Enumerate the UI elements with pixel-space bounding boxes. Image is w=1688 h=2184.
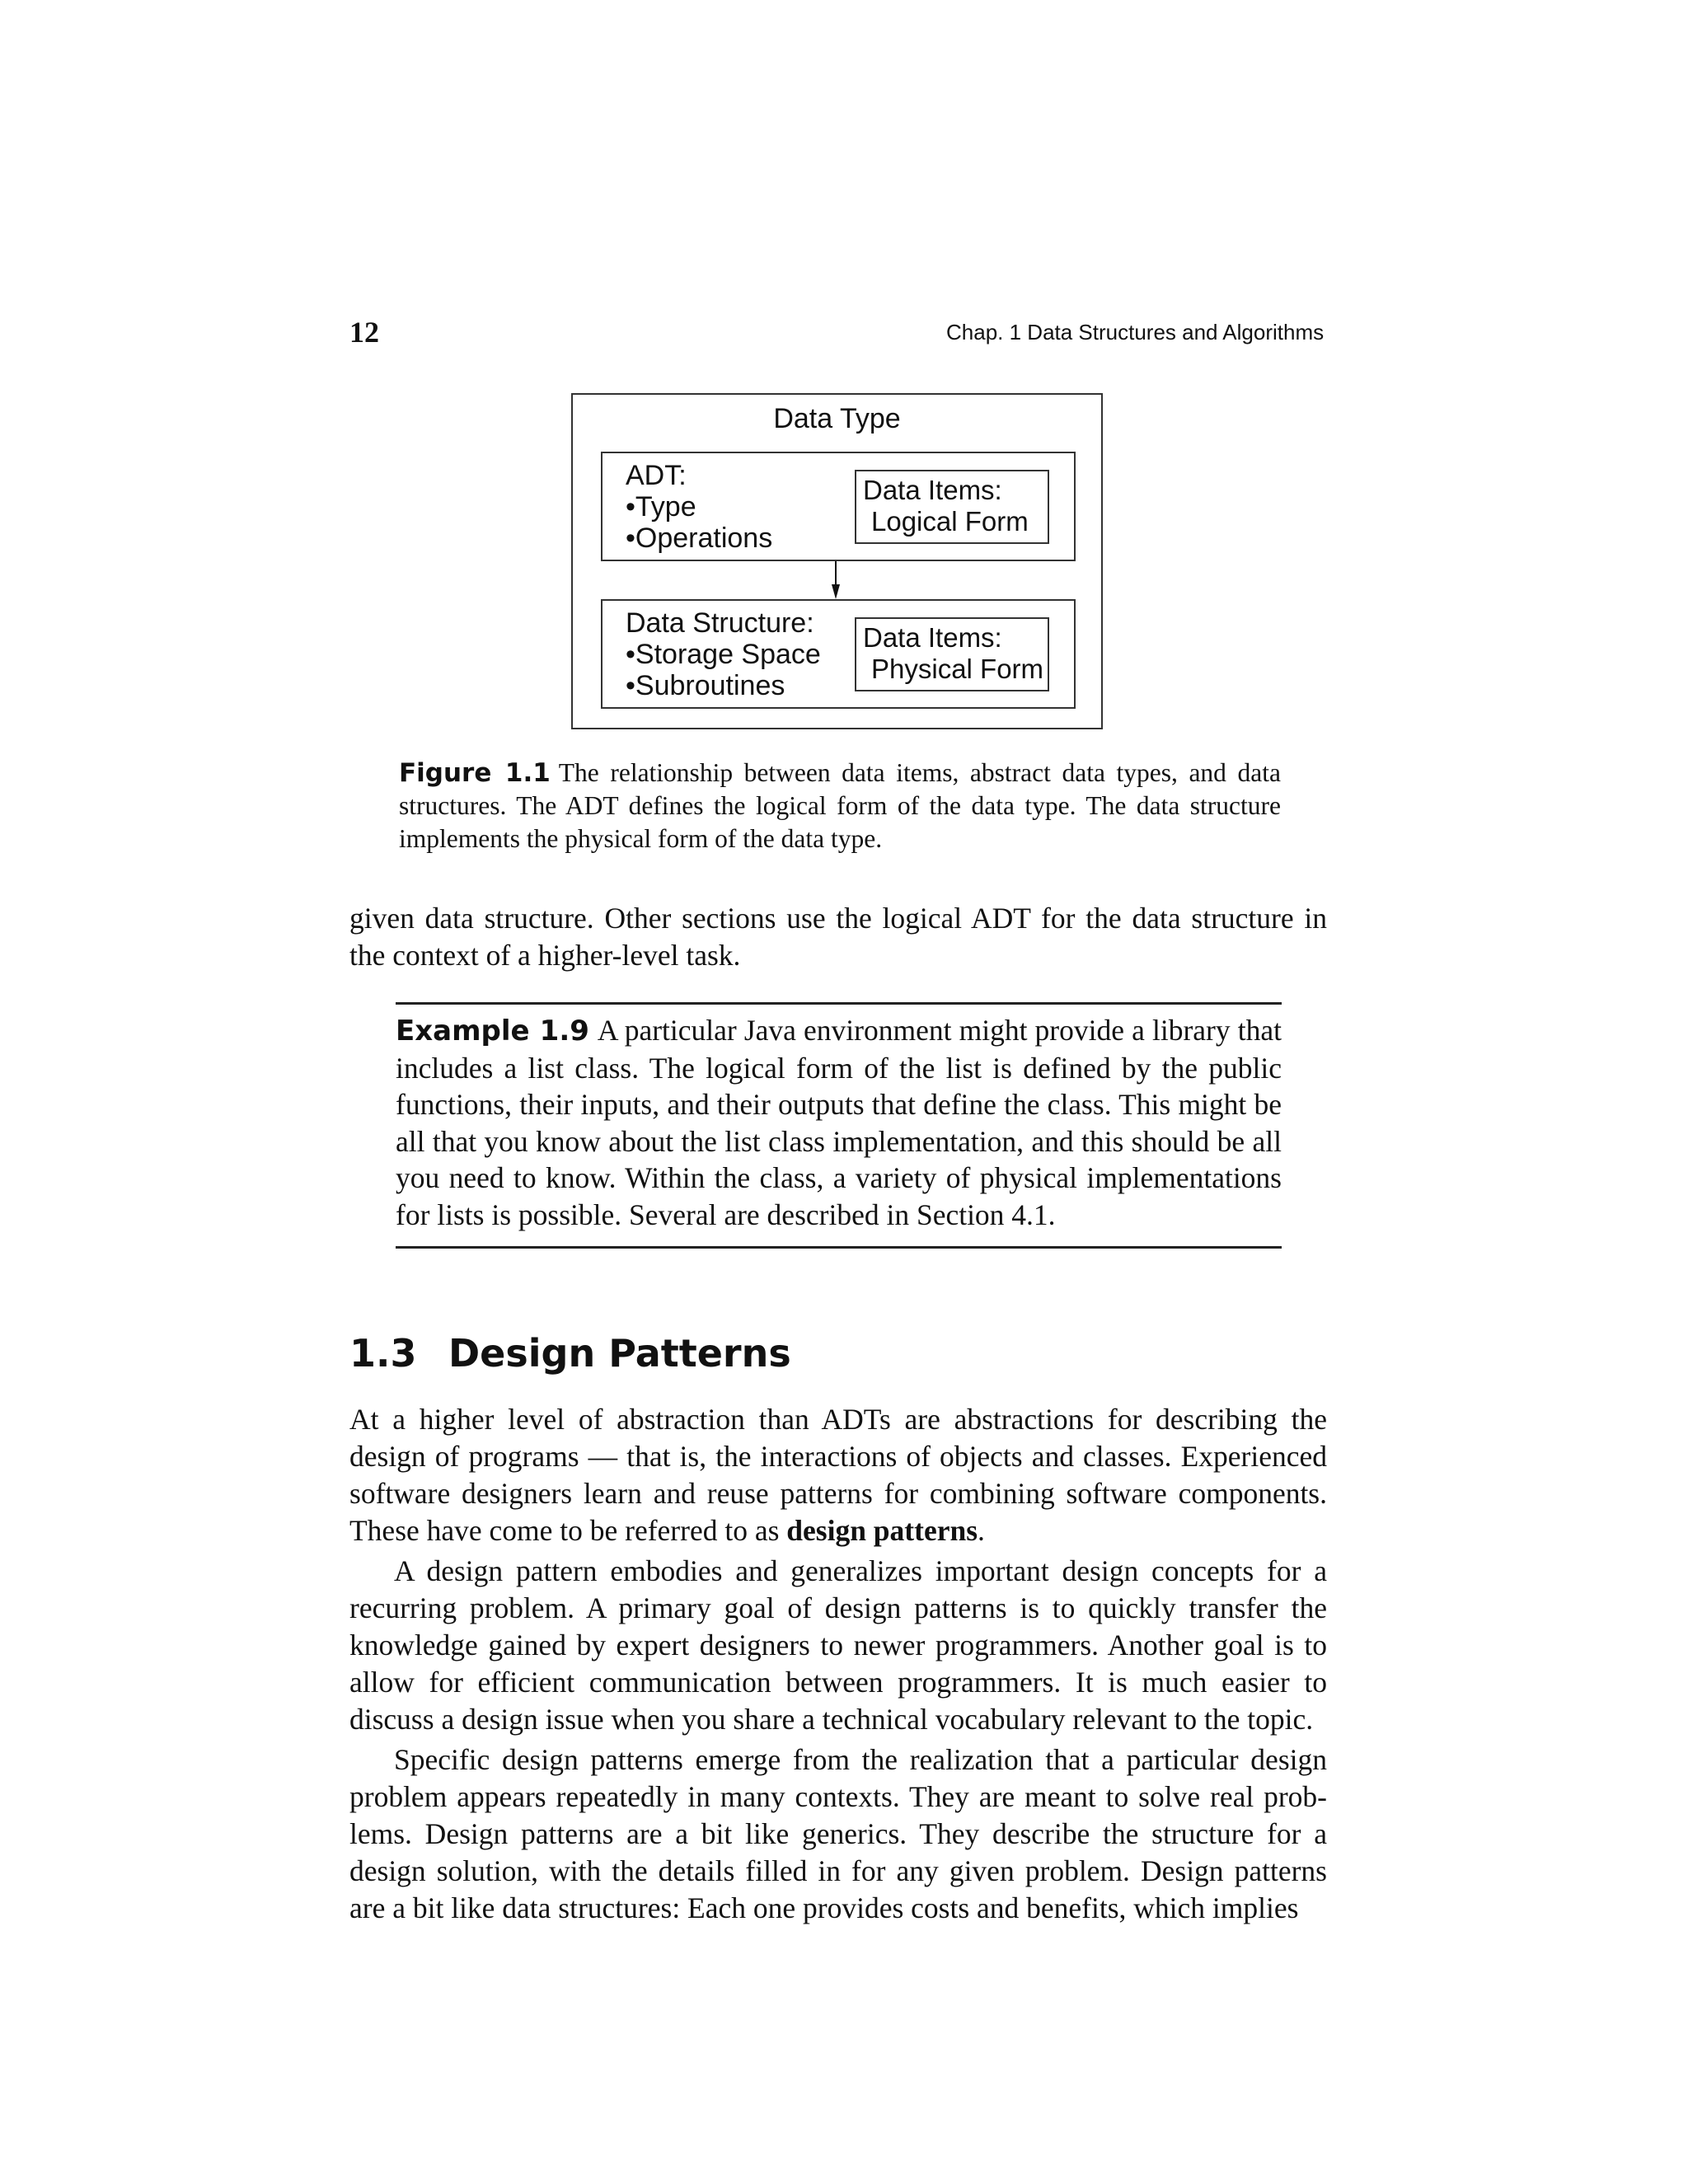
ds-text xyxy=(626,607,821,701)
ds-bullet-storage: •Storage Space xyxy=(626,639,821,670)
figure-caption-text: The relationship between data items, abstract data types, and data structures. The ADT defines the logical form of the data type. The data structure implements the physical form of the data type. xyxy=(399,758,1281,853)
ds-bullet-subroutines: •Subroutines xyxy=(626,670,785,701)
paragraph-1-text: At a higher level of abstraction than ADTs are abstractions for describing the design of programs — that is, the interactions of objects and classes. Experienced software designers learn and reuse patterns for combining software components. These have come to be referred to as xyxy=(349,1403,1327,1547)
diagram-title: Data Type xyxy=(773,403,901,434)
paragraph-2: A design pattern embodies and generalizes important design concepts for a recurring problem. A primary goal of design patterns is to quickly transfer the knowledge gained by expert designers to newer programmers. Another goal is to allow for efficient communication between programmers. It is much easier to discuss a design issue when you share a technical vocabulary relevant to the topic. xyxy=(349,1554,1327,1736)
paragraph-1-end: . xyxy=(978,1514,985,1547)
example-block xyxy=(396,1012,1282,1233)
design-patterns-term: design patterns xyxy=(786,1514,978,1547)
example-top-rule xyxy=(396,1002,1282,1005)
logical-form-box xyxy=(855,470,1049,544)
ds-heading: Data Structure: xyxy=(626,607,814,639)
adt-text xyxy=(626,460,772,554)
example-text: A particular Java environment might provide a library that includes a list class. The logical form of the list is defined by the public functions, their inputs, and their outputs that define the class. This might be all that you know about the list class implementation, and this should be all you need to know. Within the class, a variety of physical implementations for lists is possible. Several are described in Section 4.1. xyxy=(396,1014,1282,1231)
adt-bullet-operations: •Operations xyxy=(626,523,773,554)
running-head: Chap. 1 Data Structures and Algorithms xyxy=(946,320,1325,344)
logical-form-label: Logical Form xyxy=(871,506,1029,537)
physical-form-label: Physical Form xyxy=(871,654,1044,684)
adt-heading: ADT: xyxy=(626,460,687,491)
down-arrow-icon xyxy=(832,561,840,599)
section-number: 1.3 xyxy=(349,1331,417,1376)
data-structure-box xyxy=(601,599,1076,709)
data-type-diagram xyxy=(571,393,1103,729)
example-bottom-rule xyxy=(396,1246,1282,1249)
section-heading xyxy=(349,1331,791,1376)
logical-items-label: Data Items: xyxy=(863,475,1002,505)
paragraph-given: given data structure. Other sections use the logical ADT for the data structure in the context of a higher-level task. xyxy=(349,902,1327,972)
figure-label: Figure 1.1 xyxy=(399,758,551,788)
paragraph-3: Specific design patterns emerge from the realization that a particular design problem appears repeatedly in many contexts. They are meant to solve real prob-lems. Design patterns are a bit like generics. They describe the structure for a design solution, with the details filled in for any given problem. Design patterns are a bit like data structures: Each one provides costs and benefits, which implies xyxy=(349,1743,1327,1924)
section-title: Design Patterns xyxy=(448,1331,791,1376)
figure-caption xyxy=(399,757,1281,855)
paragraph-1 xyxy=(349,1401,1327,1549)
page-number: 12 xyxy=(349,316,379,349)
physical-items-label: Data Items: xyxy=(863,622,1002,653)
example-label: Example 1.9 xyxy=(396,1015,589,1047)
adt-bullet-type: •Type xyxy=(626,491,696,523)
physical-form-box xyxy=(855,617,1049,691)
adt-box xyxy=(601,452,1076,561)
